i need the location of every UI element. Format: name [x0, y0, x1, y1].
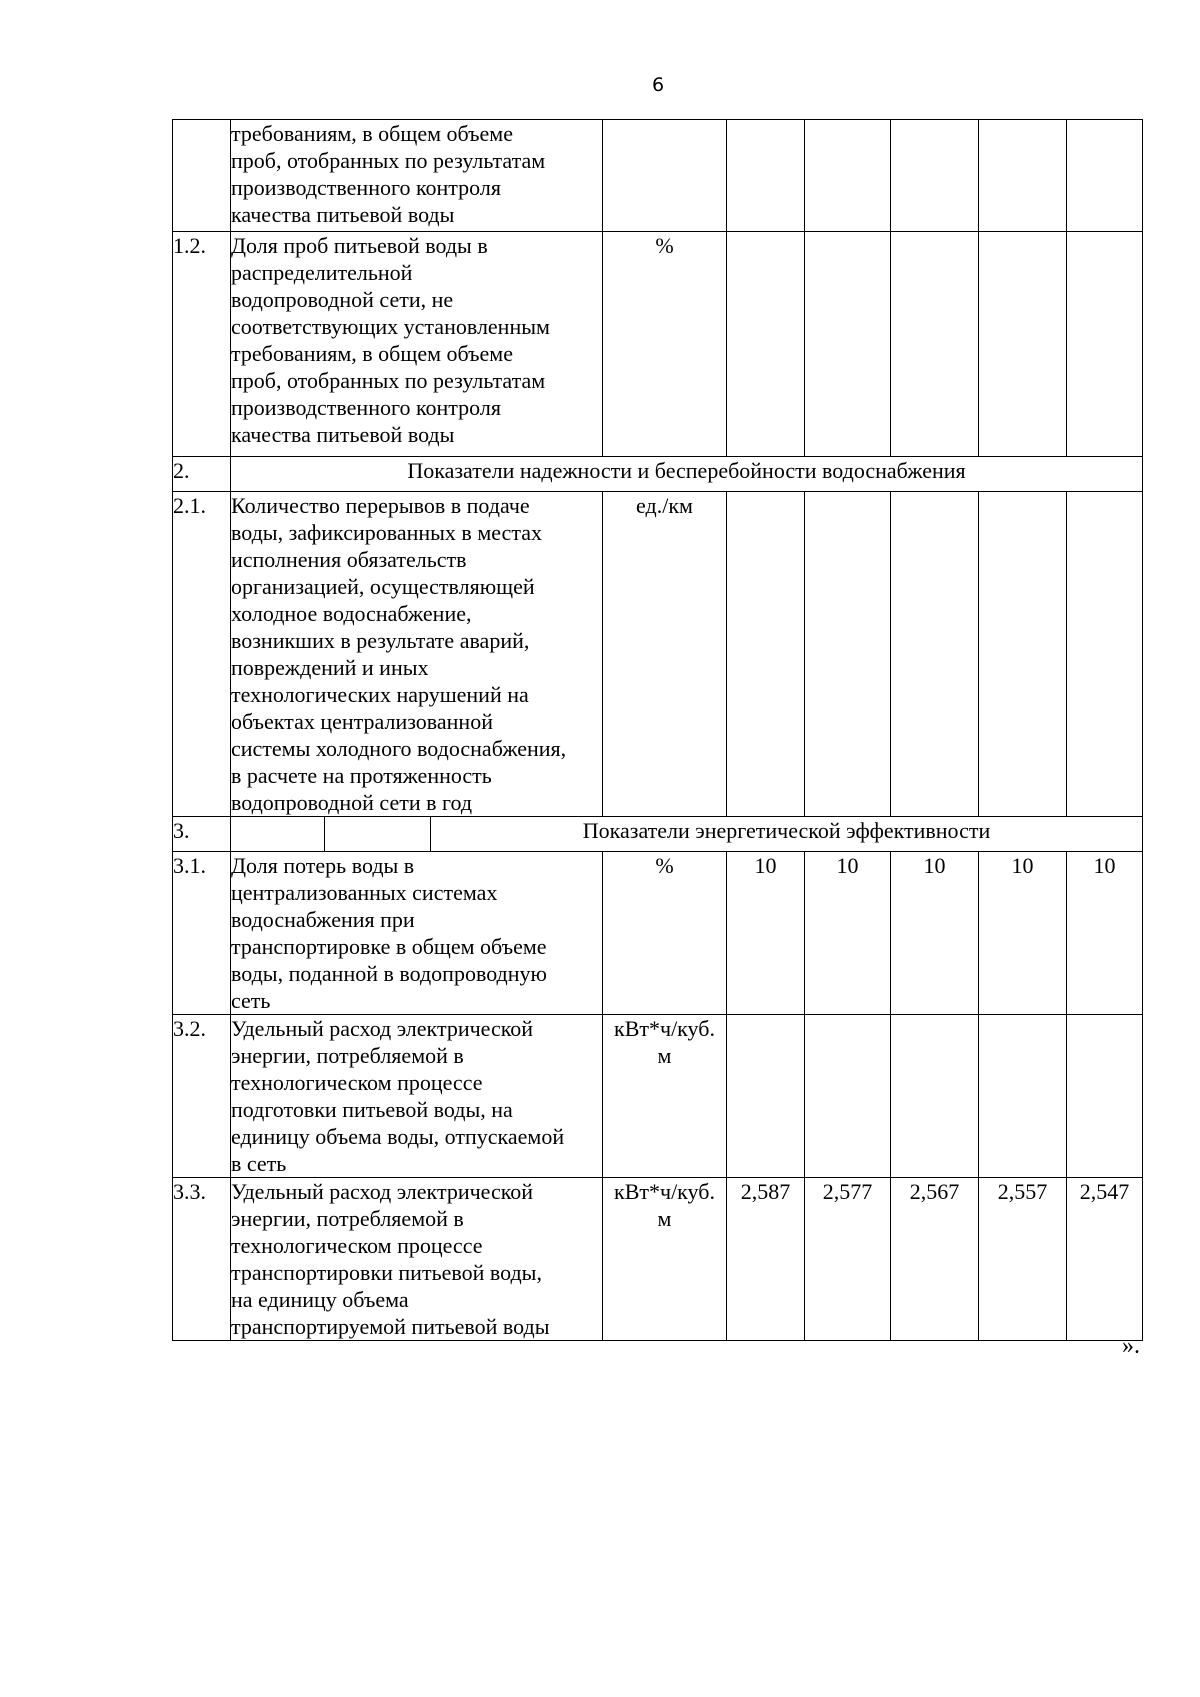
- value-cell: [1067, 232, 1143, 457]
- value-cell: 10: [1067, 852, 1143, 1015]
- value-cell: [805, 492, 891, 817]
- row-number: 1.2.: [173, 232, 231, 457]
- section-title: Показатели энергетической эффективности: [431, 817, 1143, 852]
- unit-line: кВт*ч/куб.: [614, 1016, 715, 1041]
- indicator-name: [231, 120, 603, 232]
- unit-cell: [603, 1015, 727, 1178]
- indicator-name-line: производственного контроля: [231, 395, 501, 420]
- indicator-name-line: системы холодного водоснабжения,: [231, 736, 567, 761]
- indicator-name-line: энергии, потребляемой в: [231, 1043, 464, 1068]
- unit-cell: ед./км: [603, 492, 727, 817]
- indicator-name-line: воды, поданной в водопроводную: [231, 961, 547, 986]
- table-row: [173, 492, 1143, 817]
- value-cell: [805, 120, 891, 232]
- unit-line: кВт*ч/куб.: [614, 1179, 715, 1204]
- unit-line: м: [657, 1206, 672, 1231]
- indicator-name: [231, 492, 603, 817]
- indicator-name-line: централизованных системах: [231, 880, 498, 905]
- indicator-name-line: на единицу объема: [231, 1287, 409, 1312]
- value-cell: [979, 232, 1067, 457]
- row-number: 3.3.: [173, 1178, 231, 1341]
- value-cell: [891, 120, 979, 232]
- indicator-name: [231, 1178, 603, 1341]
- table-row: [173, 1015, 1143, 1178]
- indicator-table: [172, 119, 1143, 1341]
- indicator-name-line: требованиям, в общем объеме: [231, 121, 513, 146]
- value-cell: [805, 1015, 891, 1178]
- value-cell: 2,587: [727, 1178, 805, 1341]
- row-number: [173, 120, 231, 232]
- empty-cell: [231, 817, 325, 852]
- table-row: [173, 232, 1143, 457]
- indicator-name-line: Доля проб питьевой воды в: [231, 233, 488, 258]
- indicator-name-line: распределительной: [231, 260, 413, 285]
- indicator-name-line: Удельный расход электрической: [231, 1179, 534, 1204]
- unit-cell: [603, 120, 727, 232]
- indicator-table-wrap: [172, 119, 1143, 1341]
- table-row: [173, 852, 1143, 1015]
- value-cell: [979, 1015, 1067, 1178]
- indicator-name-line: повреждений и иных: [231, 655, 429, 680]
- indicator-name-line: транспортировке в общем объеме: [231, 934, 547, 959]
- indicator-name-line: организацией, осуществляющей: [231, 574, 535, 599]
- indicator-name-line: Количество перерывов в подаче: [231, 493, 530, 518]
- indicator-name-line: соответствующих установленным: [231, 314, 550, 339]
- value-cell: [979, 492, 1067, 817]
- indicator-name-line: технологических нарушений на: [231, 682, 529, 707]
- unit-line: м: [657, 1043, 672, 1068]
- value-cell: 10: [891, 852, 979, 1015]
- indicator-name-line: Удельный расход электрической: [231, 1016, 534, 1041]
- section-row: [173, 457, 1143, 492]
- value-cell: [727, 1015, 805, 1178]
- table-row: [173, 120, 1143, 232]
- value-cell: [727, 120, 805, 232]
- value-cell: [891, 232, 979, 457]
- indicator-name: [231, 232, 603, 457]
- unit-cell: [603, 1178, 727, 1341]
- indicator-name-line: Доля потерь воды в: [231, 853, 415, 878]
- indicator-name-line: холодное водоснабжение,: [231, 601, 472, 626]
- indicator-name-line: транспортировки питьевой воды,: [231, 1260, 542, 1285]
- indicator-name-line: исполнения обязательств: [231, 547, 467, 572]
- indicator-name-line: энергии, потребляемой в: [231, 1206, 464, 1231]
- indicator-name-line: в расчете на протяженность: [231, 763, 492, 788]
- unit-cell: %: [603, 232, 727, 457]
- unit-cell: %: [603, 852, 727, 1015]
- indicator-name-line: сеть: [231, 988, 271, 1013]
- closing-quote-mark: ».: [1122, 1333, 1140, 1359]
- indicator-name: [231, 1015, 603, 1178]
- empty-cell: [325, 817, 431, 852]
- value-cell: 2,547: [1067, 1178, 1143, 1341]
- row-number: 3.2.: [173, 1015, 231, 1178]
- indicator-name-line: подготовки питьевой воды, на: [231, 1097, 513, 1122]
- row-number: 2.1.: [173, 492, 231, 817]
- indicator-name-line: транспортируемой питьевой воды: [231, 1314, 550, 1339]
- value-cell: 2,577: [805, 1178, 891, 1341]
- row-number: 2.: [173, 457, 231, 492]
- value-cell: [891, 1015, 979, 1178]
- indicator-name-line: воды, зафиксированных в местах: [231, 520, 542, 545]
- indicator-name-line: водопроводной сети, не: [231, 287, 454, 312]
- indicator-name-line: возникших в результате аварий,: [231, 628, 530, 653]
- row-number: 3.1.: [173, 852, 231, 1015]
- indicator-name-line: в сеть: [231, 1151, 287, 1176]
- indicator-name-line: качества питьевой воды: [231, 422, 455, 447]
- indicator-name: [231, 852, 603, 1015]
- indicator-name-line: единицу объема воды, отпускаемой: [231, 1124, 565, 1149]
- value-cell: [1067, 120, 1143, 232]
- value-cell: [979, 120, 1067, 232]
- indicator-name-line: проб, отобранных по результатам: [231, 148, 546, 173]
- section-row: [173, 817, 1143, 852]
- row-number: 3.: [173, 817, 231, 852]
- value-cell: [727, 492, 805, 817]
- indicator-name-line: объектах централизованной: [231, 709, 493, 734]
- indicator-name-line: технологическом процессе: [231, 1070, 483, 1095]
- value-cell: [1067, 1015, 1143, 1178]
- section-title: Показатели надежности и бесперебойности водоснабжения: [231, 457, 1143, 492]
- value-cell: [805, 232, 891, 457]
- indicator-name-line: водопроводной сети в год: [231, 790, 473, 815]
- value-cell: 10: [979, 852, 1067, 1015]
- value-cell: 10: [805, 852, 891, 1015]
- value-cell: [1067, 492, 1143, 817]
- value-cell: 2,567: [891, 1178, 979, 1341]
- indicator-name-line: качества питьевой воды: [231, 202, 455, 227]
- value-cell: 2,557: [979, 1178, 1067, 1341]
- page-number: 6: [651, 74, 665, 96]
- indicator-name-line: производственного контроля: [231, 175, 501, 200]
- table-row: [173, 1178, 1143, 1341]
- value-cell: 10: [727, 852, 805, 1015]
- indicator-name-line: технологическом процессе: [231, 1233, 483, 1258]
- value-cell: [891, 492, 979, 817]
- indicator-name-line: водоснабжения при: [231, 907, 415, 932]
- indicator-name-line: требованиям, в общем объеме: [231, 341, 513, 366]
- value-cell: [727, 232, 805, 457]
- indicator-name-line: проб, отобранных по результатам: [231, 368, 546, 393]
